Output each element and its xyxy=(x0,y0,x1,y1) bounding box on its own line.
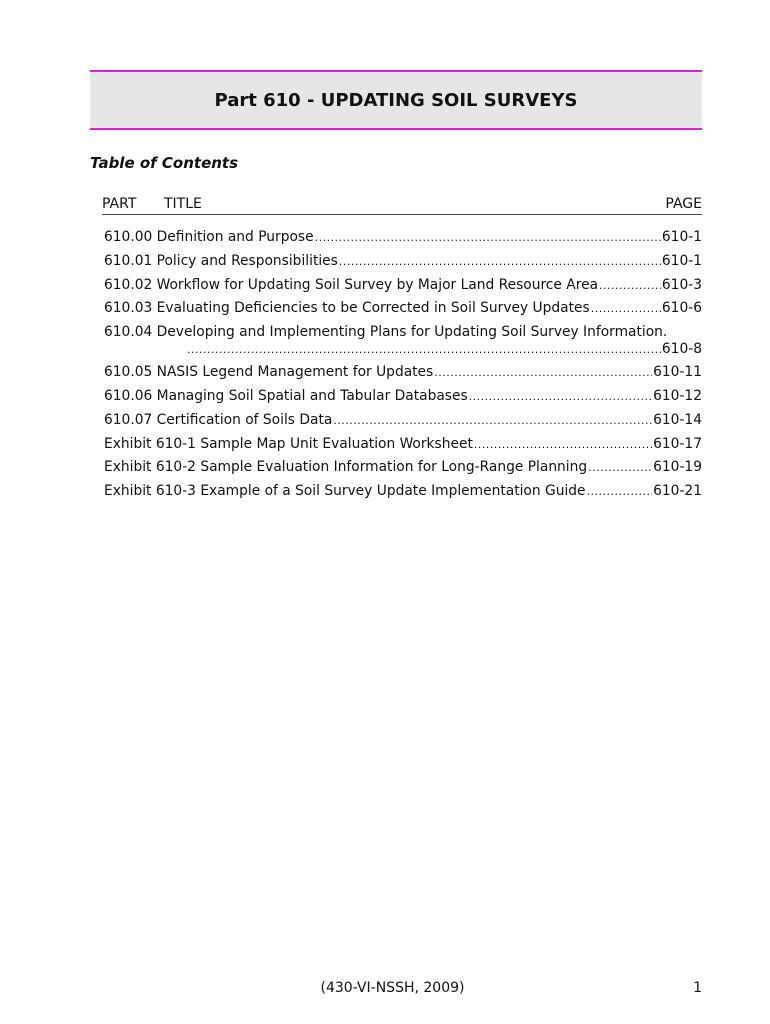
toc-entry-title: Exhibit 610-2 Sample Evaluation Information for Long-Range Planning xyxy=(104,459,588,476)
toc-entry-page: 610-14 xyxy=(653,411,702,428)
toc-entry-page: 610-3 xyxy=(661,276,702,293)
toc-entry[interactable] xyxy=(104,459,702,483)
dot-leader xyxy=(474,438,652,451)
toc-entry[interactable] xyxy=(104,300,702,324)
dot-leader xyxy=(339,255,661,268)
dot-leader xyxy=(333,414,652,427)
toc-entry[interactable] xyxy=(104,483,702,507)
toc-entry[interactable] xyxy=(104,277,702,301)
toc-entry-title: Exhibit 610-3 Example of a Soil Survey Update Implementation Guide xyxy=(104,483,586,500)
toc-entry[interactable] xyxy=(104,229,702,253)
toc-entry-title: 610.06 Managing Soil Spatial and Tabular Databases xyxy=(104,387,468,404)
document-reference: (430-VI-NSSH, 2009) xyxy=(320,980,465,996)
toc-entry[interactable] xyxy=(104,253,702,277)
column-page-label: PAGE xyxy=(665,196,702,212)
toc-entry-page: 610-21 xyxy=(653,483,702,500)
toc-entry-page: 610-1 xyxy=(661,252,702,269)
toc-entry-title: 610.07 Certification of Soils Data xyxy=(104,411,333,428)
dot-leader xyxy=(315,231,661,244)
toc-entry-page: 610-11 xyxy=(653,364,702,381)
page-number: 1 xyxy=(693,980,702,996)
title-banner xyxy=(90,70,702,130)
toc-entry[interactable] xyxy=(104,388,702,412)
toc-entry-page: 610-17 xyxy=(653,435,702,452)
dot-leader xyxy=(591,302,661,315)
column-part-label: PART xyxy=(102,196,137,212)
toc-entry-title: 610.00 Definition and Purpose xyxy=(104,229,314,245)
toc-entry-page: 610-1 xyxy=(661,229,702,245)
toc-entry-title: 610.02 Workflow for Updating Soil Survey by Major Land Resource Area xyxy=(104,276,599,293)
dot-leader xyxy=(599,279,661,292)
toc-entry[interactable] xyxy=(104,412,702,436)
toc-entry-title: Exhibit 610-1 Sample Map Unit Evaluation Worksheet xyxy=(104,435,473,452)
toc-entry[interactable] xyxy=(104,436,702,460)
toc-entry-page: 610-8 xyxy=(661,341,702,358)
toc-entry-title: 610.04 Developing and Implementing Plans for Updating Soil Survey Information. xyxy=(104,324,668,341)
toc-entry-title: 610.05 NASIS Legend Management for Updates xyxy=(104,364,434,381)
toc-entry[interactable] xyxy=(104,324,702,364)
toc-list xyxy=(104,229,702,507)
column-title-label: TITLE xyxy=(164,196,202,212)
dot-leader xyxy=(587,485,653,498)
toc-column-header xyxy=(102,196,702,215)
toc-entry-title: 610.03 Evaluating Deficiencies to be Corrected in Soil Survey Updates xyxy=(104,300,590,317)
toc-entry-continuation xyxy=(104,341,702,357)
dot-leader xyxy=(187,343,661,356)
toc-entry[interactable] xyxy=(104,364,702,388)
dot-leader xyxy=(469,390,652,403)
toc-entry-title: 610.01 Policy and Responsibilities xyxy=(104,252,338,269)
toc-entry-page: 610-19 xyxy=(653,459,702,476)
toc-heading: Table of Contents xyxy=(90,154,239,172)
toc-entry-page: 610-6 xyxy=(661,300,702,317)
dot-leader xyxy=(588,461,652,474)
dot-leader xyxy=(434,366,652,379)
toc-entry-page: 610-12 xyxy=(653,387,702,404)
page-title: Part 610 - UPDATING SOIL SURVEYS xyxy=(214,89,578,111)
